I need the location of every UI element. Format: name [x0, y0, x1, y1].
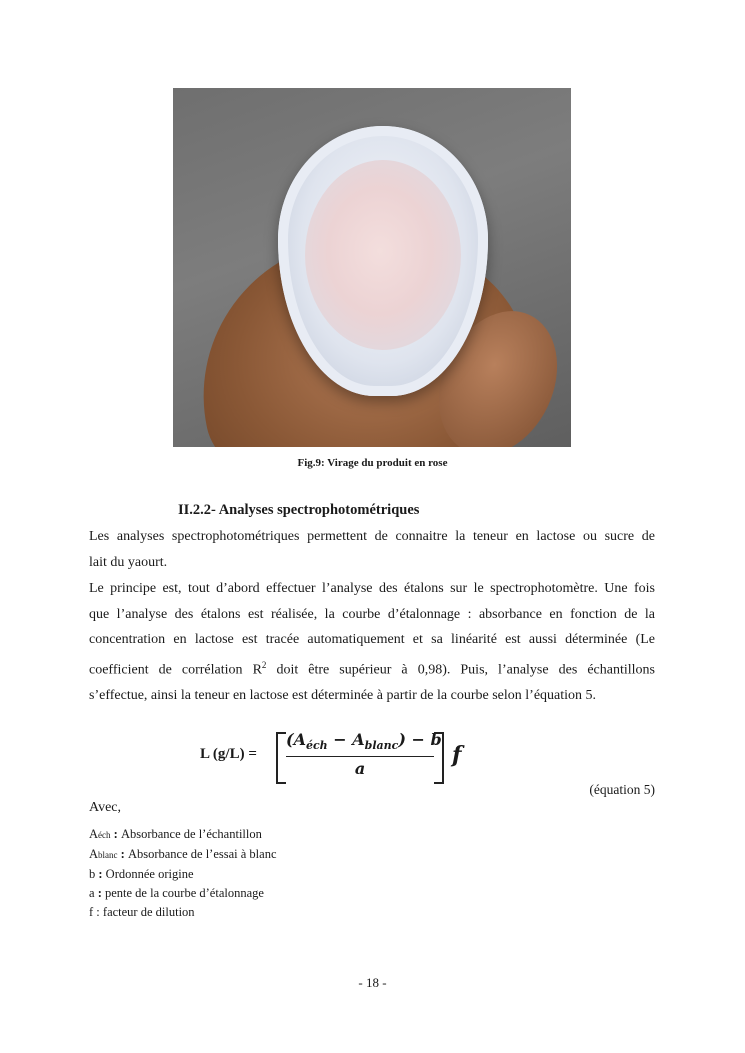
def-text: Ordonnée origine [105, 867, 194, 881]
definitions-list [89, 825, 277, 922]
def-symbol: A [89, 827, 99, 841]
fraction-bar [286, 756, 434, 757]
figure-photo-yaourt-cup [173, 88, 571, 447]
paragraph-2-line-1: Le principe est, tout d’abord effectuer l’analyse des étalons sur le spectrophotomètre. Une fois [89, 581, 655, 596]
paragraph-1-line-2: lait du yaourt. [89, 554, 168, 570]
section-heading: II.2.2- Analyses spectrophotométriques [178, 502, 420, 518]
def-text: Absorbance de l’échantillon [120, 827, 262, 841]
def-symbol: A [89, 847, 99, 861]
paragraph-2-line-3: concentration en lactose est tracée automatiquement et sa linéarité est aussi déterminée (Le [89, 632, 655, 647]
definition-item [89, 845, 277, 865]
def-subscript: blanc [98, 850, 118, 860]
r-squared-superscript: 2 [261, 659, 267, 670]
num-sub-ech: éch [305, 739, 328, 753]
equation-factor: f [452, 742, 462, 768]
def-symbol: b [89, 867, 96, 881]
definition-item [89, 903, 277, 922]
right-bracket [434, 732, 444, 784]
left-bracket [276, 732, 286, 784]
def-symbol: f [89, 905, 94, 919]
definition-item [89, 865, 277, 884]
line-4-part-b: doit être supérieur à 0,98). Puis, l’analyse des échantillons [266, 662, 655, 678]
paragraph-1-line-1: Les analyses spectrophotométriques permettent de connaitre la teneur en lactose ou sucre de [89, 529, 655, 544]
num-sub-blanc: blanc [364, 739, 399, 753]
paragraph-2-line-5: s’effectue, ainsi la teneur en lactose est déterminée à partir de la courbe selon l’équation 5. [89, 687, 597, 703]
paragraph-2-line-2: que l’analyse des étalons est réalisée, la courbe d’étalonnage : absorbance en fonction de la [89, 606, 655, 622]
equation-numerator [286, 730, 442, 753]
num-close: ) − b [398, 730, 442, 749]
equation-denominator: a [354, 759, 366, 778]
def-separator: : [93, 905, 103, 919]
def-separator: : [110, 827, 121, 841]
def-text: Absorbance de l’essai à blanc [127, 847, 277, 861]
def-text: pente de la courbe d’étalonnage [104, 886, 264, 900]
paragraph-2-line-4 [89, 653, 655, 683]
num-minus: − A [327, 730, 365, 749]
photo-pink-product [305, 160, 461, 350]
definition-item [89, 884, 277, 903]
def-text: facteur de dilution [102, 905, 195, 919]
num-open: (A [286, 730, 306, 749]
definition-item [89, 825, 277, 845]
def-subscript: éch [98, 830, 111, 840]
line-4-part-a: coefficient de corrélation R [89, 662, 262, 678]
paragraph-1 [89, 524, 655, 575]
def-separator: : [94, 886, 105, 900]
equation-lhs: L (g/L) = [200, 746, 257, 762]
page-number: - 18 - [358, 975, 387, 990]
figure-caption: Fig.9: Virage du produit en rose [297, 457, 448, 469]
paragraph-2 [89, 576, 655, 708]
def-separator: : [117, 847, 128, 861]
definitions-intro: Avec, [89, 800, 121, 815]
def-separator: : [95, 867, 106, 881]
equation-reference: (équation 5) [589, 782, 655, 797]
def-symbol: a [89, 886, 95, 900]
